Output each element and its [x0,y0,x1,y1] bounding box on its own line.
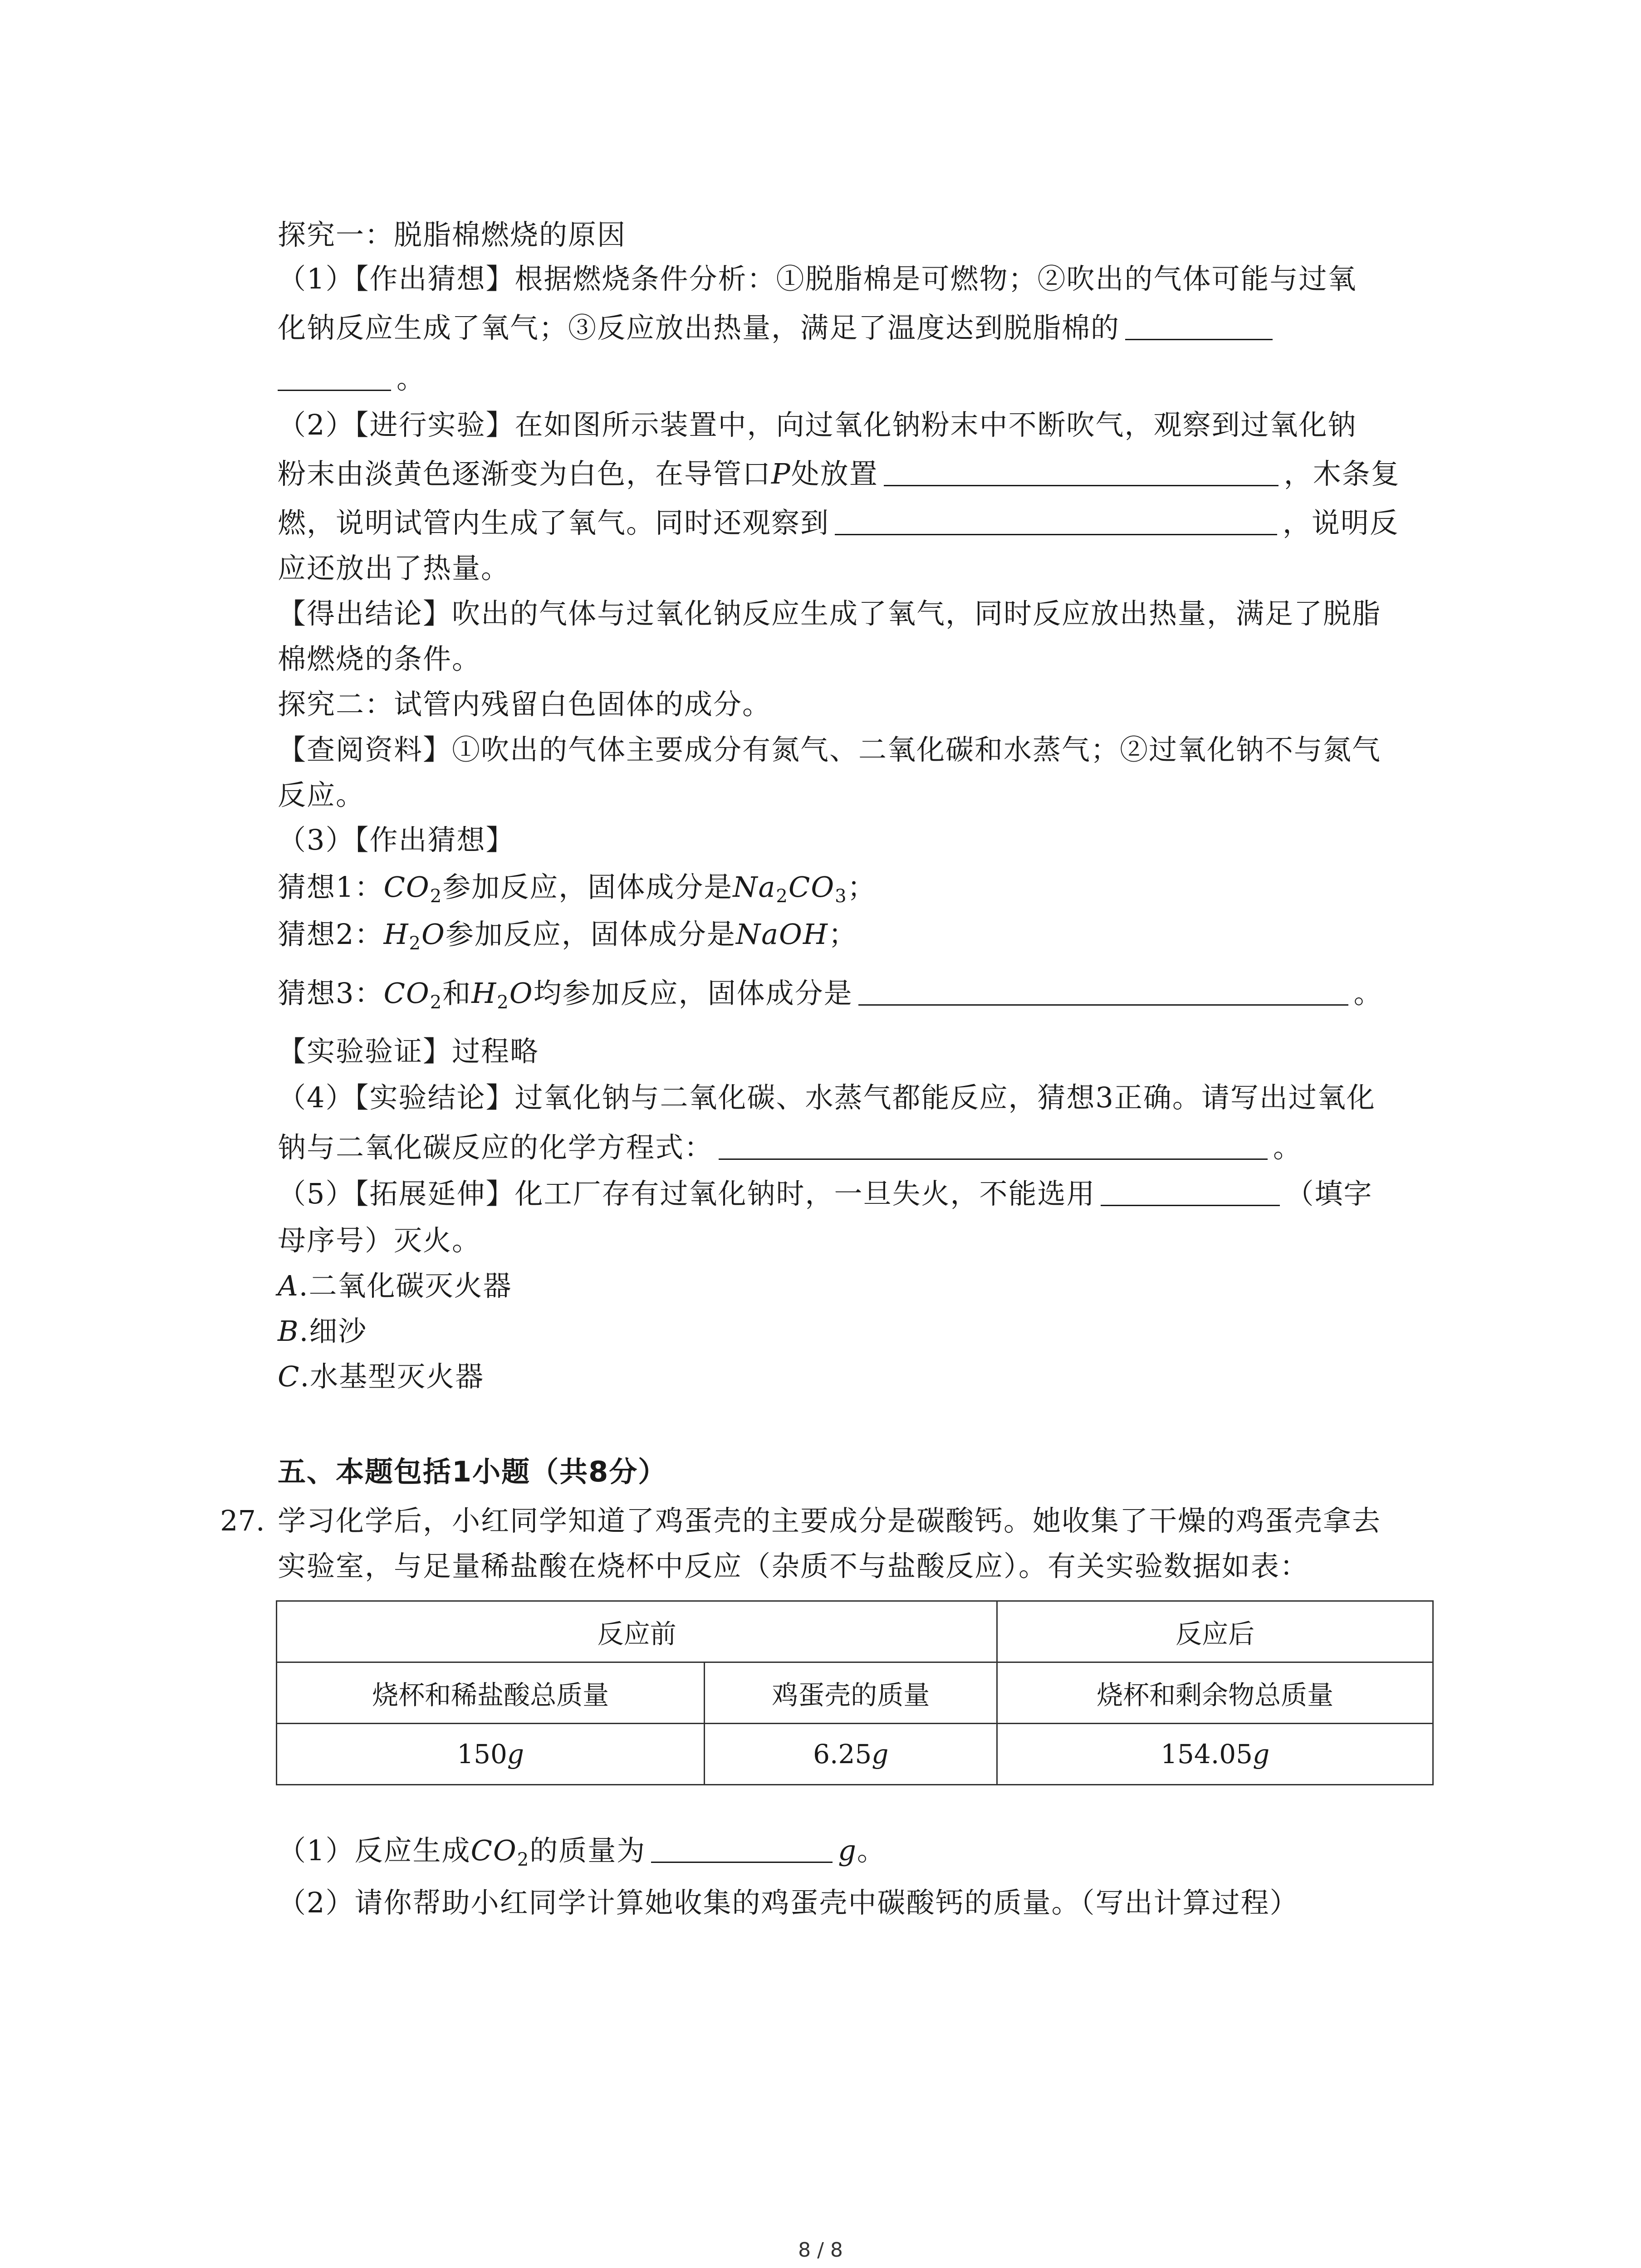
q27-part1: （1）反应生成$CO_2$的质量为 g。 [278,1834,886,1870]
q2-line4: 应还放出了热量。 [278,552,510,585]
q1-line1: （1）【作出猜想】根据燃烧条件分析：①脱脂棉是可燃物；②吹出的气体可能与过氧 [278,262,1357,295]
table-row [277,1724,1433,1785]
q2-line3: 燃，说明试管内生成了氧气。同时还观察到 ，说明反 [278,506,1399,539]
table-header-after: 反应后 [997,1601,1433,1662]
q2-line2: 粉末由淡黄色逐渐变为白色，在导管口P处放置 ，木条复 [278,457,1400,490]
table-col-eggshell: 鸡蛋壳的质量 [705,1662,997,1724]
q4-line2: 钠与二氧化碳反应的化学方程式： 。 [278,1131,1303,1164]
table-cell-value-2: 6.25g [705,1724,997,1785]
q5-option-a: A.二氧化碳灭火器 [278,1269,512,1302]
page-number: 8 / 8 [798,2239,843,2262]
q1-line2: 化钠反应生成了氧气；③反应放出热量，满足了温度达到脱脂棉的 [278,310,1278,346]
q5-option-b: B.细沙 [278,1315,367,1348]
verify: 【实验验证】过程略 [278,1035,539,1068]
q5-line2: 母序号）灭火。 [278,1224,481,1257]
guess1: 猜想1：$CO_2$参加反应，固体成分是$Na_2CO_3$； [278,870,877,907]
q4-line1: （4）【实验结论】过氧化钠与二氧化碳、水蒸气都能反应，猜想3正确。请写出过氧化 [278,1081,1376,1114]
section-five-heading: 五、本题包括1小题（共8分） [278,1455,667,1488]
table-cell-value-1: 150g [277,1724,705,1785]
q27-number: 27. [220,1504,265,1537]
lookup-line2: 反应。 [278,778,365,811]
table-row [277,1662,1433,1724]
table-cell-value-3: 154.05g [997,1724,1433,1785]
q27-line1: 学习化学后，小红同学知道了鸡蛋壳的主要成分是碳酸钙。她收集了干燥的鸡蛋壳拿去 [278,1504,1381,1537]
answer-blank-equation[interactable] [719,1131,1268,1160]
q27-part2: （2）请你帮助小红同学计算她收集的鸡蛋壳中碳酸钙的质量。（写出计算过程） [278,1886,1299,1919]
answer-blank-solid[interactable] [858,977,1348,1006]
data-table [276,1600,1434,1785]
guess2: 猜想2：$H_2O$参加反应，固体成分是NaOH； [278,918,857,954]
q27-line2: 实验室，与足量稀盐酸在烧杯中反应（杂质不与盐酸反应）。有关实验数据如表： [278,1549,1309,1583]
answer-blank-temperature-cont[interactable] [278,362,391,391]
explore2-title: 探究二：试管内残留白色固体的成分。 [278,688,772,721]
q5-line1: （5）【拓展延伸】化工厂存有过氧化钠时，一旦失火，不能选用 （填字 [278,1177,1373,1210]
guess3: 猜想3：$CO_2$和$H_2O$均参加反应，固体成分是 。 [278,977,1383,1013]
explore1-title: 探究一：脱脂棉燃烧的原因 [278,218,627,251]
conclusion-line2: 棉燃烧的条件。 [278,642,481,675]
answer-blank-temperature[interactable] [1125,312,1273,340]
table-col-beaker-acid: 烧杯和稀盐酸总质量 [277,1662,705,1724]
q2-line1: （2）【进行实验】在如图所示装置中，向过氧化钠粉末中不断吹气，观察到过氧化钠 [278,408,1357,441]
lookup-line1: 【查阅资料】①吹出的气体主要成分有氮气、二氧化碳和水蒸气；②过氧化钠不与氮气 [278,733,1381,766]
answer-blank-option[interactable] [1101,1178,1280,1206]
conclusion-line1: 【得出结论】吹出的气体与过氧化钠反应生成了氧气，同时反应放出热量，满足了脱脂 [278,597,1381,630]
q5-option-c: C.水基型灭火器 [278,1360,485,1393]
answer-blank-co2-mass[interactable] [651,1834,833,1863]
q3-title: （3）【作出猜想】 [278,823,515,856]
q1-line3: 。 [278,361,426,397]
answer-blank-place[interactable] [884,458,1279,486]
table-header-before: 反应前 [277,1601,997,1662]
table-col-remaining: 烧杯和剩余物总质量 [997,1662,1433,1724]
table-row [277,1601,1433,1662]
answer-blank-observe[interactable] [835,507,1277,535]
